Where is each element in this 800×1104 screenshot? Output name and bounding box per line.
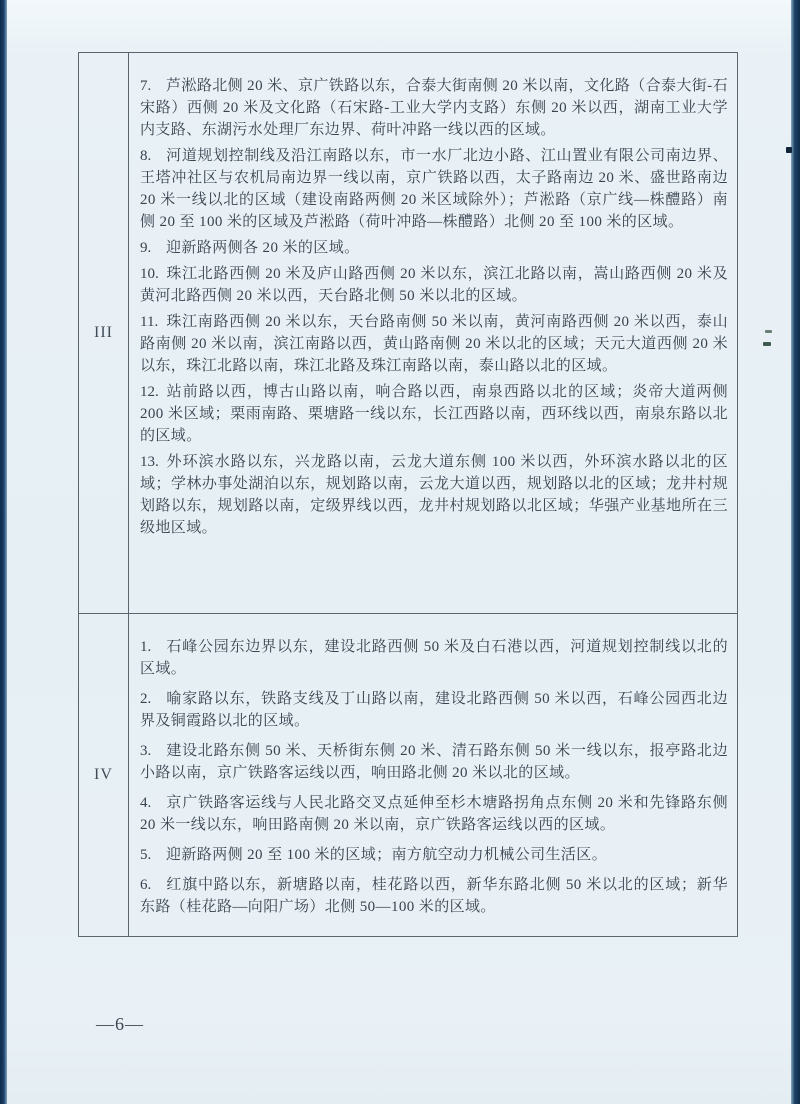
zone-item-text: 石峰公园东边界以东，建设北路西侧 50 米及白石港以西，河道规划控制线以北的区域。 (140, 639, 728, 677)
zone-item-text: 珠江北路西侧 20 米及庐山路西侧 20 米以东，滨江北路以南，嵩山路西侧 20 米及黄河北路西侧 20 米以西，天台路北侧 50 米以北的区域。 (140, 266, 728, 304)
zone-item-number: 3. (140, 743, 152, 759)
zone-item (140, 145, 728, 233)
zone-item (140, 688, 728, 732)
zone-item-text: 京广铁路客运线与人民北路交叉点延伸至杉木塘路拐角点东侧 20 米和先锋路东侧 20 米一线以东，响田路南侧 20 米以南，京广铁路客运线以西的区域。 (140, 795, 728, 833)
zone-descriptions-cell (129, 614, 738, 937)
zone-item (140, 792, 728, 836)
grade-row-iv (79, 614, 738, 937)
zone-item (140, 740, 728, 784)
scan-artifact (786, 147, 792, 153)
zone-item (140, 263, 728, 307)
zone-item-number: 12. (140, 384, 159, 400)
grade-label-iii: III (79, 53, 129, 614)
zone-item (140, 636, 728, 680)
zone-item-text: 河道规划控制线及沿江南路以东，市一水厂北边小路、江山置业有限公司南边界、王塔冲社区与农机局南边界一线以南，京广铁路以西，太子路南边 20 米、盛世路南边 20 米一线以北的区域（建设南路两侧 20 米区域除外）；芦淞路（京广线—株醴路）南侧 20 至 100 米的区域及芦淞路（荷叶冲路—株醴路）北侧 20 至 100 米的区域。 (140, 148, 728, 230)
zone-item-number: 11. (140, 314, 159, 330)
zone-item-text: 红旗中路以东，新塘路以南，桂花路以西，新华东路北侧 50 米以北的区域；新华东路（桂花路—向阳广场）北侧 50—100 米的区域。 (140, 877, 728, 915)
page-number: —6— (96, 1014, 144, 1034)
zone-item (140, 311, 728, 377)
zone-item-text: 建设北路东侧 50 米、天桥街东侧 20 米、清石路东侧 50 米一线以东，报亭路北边小路以南，京广铁路客运线以西，响田路北侧 20 米以北的区域。 (140, 743, 728, 781)
grade-row-iii (79, 53, 738, 614)
zone-item-number: 9. (140, 240, 152, 256)
grade-label-iv: IV (79, 614, 129, 937)
zone-item-number: 5. (140, 847, 152, 863)
scan-edge-left (0, 0, 7, 1104)
zone-item-number: 10. (140, 266, 159, 282)
zone-item-text: 站前路以西，博古山路以南，响合路以西，南泉西路以北的区域；炎帝大道两侧 200 米区域；栗雨南路、栗塘路一线以东，长江西路以南，西环线以西，南泉东路以北的区域。 (140, 384, 728, 444)
zone-item (140, 75, 728, 141)
zone-item-number: 6. (140, 877, 152, 893)
zone-item-number: 7. (140, 78, 152, 94)
zone-item (140, 451, 728, 539)
scan-artifact (765, 330, 772, 333)
zone-item-number: 13. (140, 454, 159, 470)
zone-item-text: 迎新路两侧 20 至 100 米的区域；南方航空动力机械公司生活区。 (166, 847, 608, 863)
zone-item-number: 2. (140, 691, 152, 707)
zone-item-text: 芦淞路北侧 20 米、京广铁路以东，合泰大街南侧 20 米以南，文化路（合泰大街-石宋路）西侧 20 米及文化路（石宋路-工业大学内支路）东侧 20 米以西，湖南工业大学内支路、东湖污水处理厂东边界、荷叶冲路一线以西的区域。 (140, 78, 728, 138)
zone-item-text: 珠江南路西侧 20 米以东，天台路南侧 50 米以南，黄河南路西侧 20 米以西，泰山路南侧 20 米以南，滨江南路以西，黄山路南侧 20 米以北的区域；天元大道西侧 20 米以东，珠江北路以南，珠江北路及珠江南路以南，泰山路以北的区域。 (140, 314, 728, 374)
scan-artifact (763, 342, 771, 346)
zone-descriptions-cell (129, 53, 738, 614)
zone-item-text: 喻家路以东，铁路支线及丁山路以南，建设北路西侧 50 米以西，石峰公园西北边界及铜霞路以北的区域。 (140, 691, 728, 729)
zone-item-text: 外环滨水路以东，兴龙路以南，云龙大道东侧 100 米以西，外环滨水路以北的区域；学林办事处湖泊以东，规划路以南，云龙大道以西，规划路以北的区域；龙井村规划路以东，规划路以南，定级界线以西，龙井村规划路以北区域；华强产业基地所在三级地区域。 (140, 454, 728, 536)
zone-item-number: 4. (140, 795, 152, 811)
zone-item-number: 1. (140, 639, 152, 655)
zone-item (140, 844, 728, 866)
zone-item (140, 237, 728, 259)
scan-edge-right (791, 0, 800, 1104)
land-grade-table (78, 52, 738, 937)
zone-item (140, 874, 728, 918)
zone-item (140, 381, 728, 447)
zone-item-number: 8. (140, 148, 152, 164)
zone-item-text: 迎新路两侧各 20 米的区域。 (166, 240, 360, 256)
